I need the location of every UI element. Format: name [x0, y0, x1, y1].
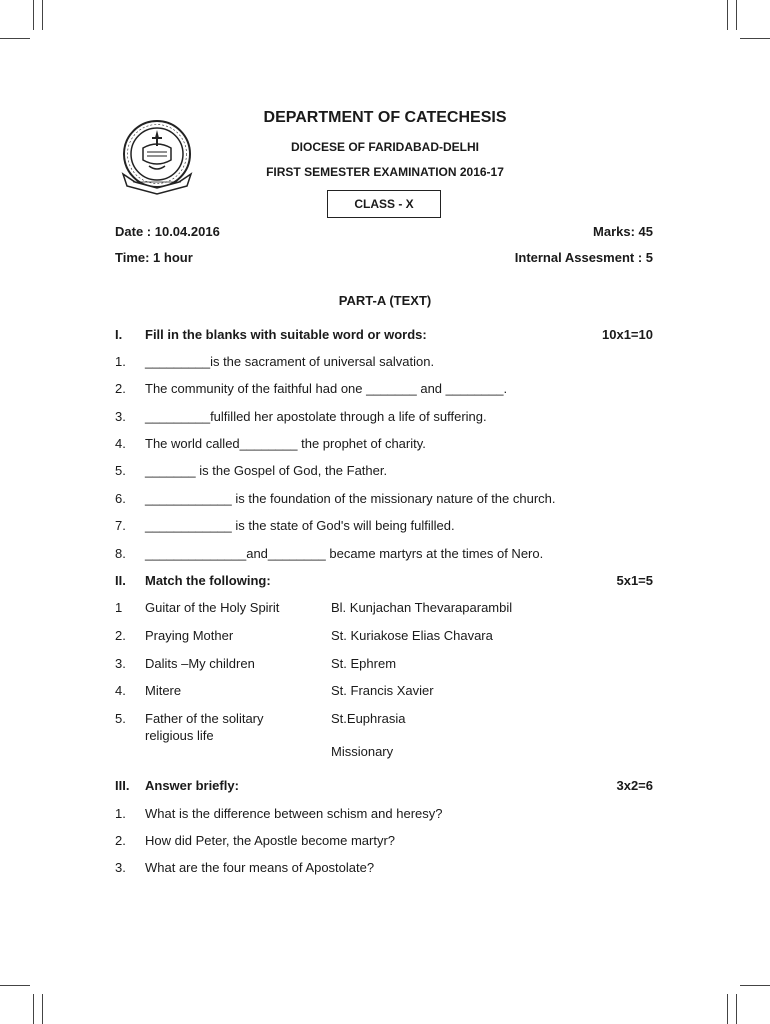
question-number: 1.: [115, 806, 126, 821]
section-heading: Answer briefly:: [145, 778, 239, 793]
question-number: 2.: [115, 381, 126, 396]
total-marks: Marks: 45: [593, 224, 653, 239]
crop-mark: [42, 994, 43, 1024]
crop-mark: [727, 0, 728, 30]
question-text: _________fulfilled her apostolate through a life of suffering.: [145, 409, 487, 424]
section-number: III.: [115, 778, 130, 793]
crop-mark: [727, 994, 728, 1024]
crop-mark: [0, 38, 30, 39]
match-number: 4.: [115, 683, 126, 698]
crop-mark: [740, 985, 770, 986]
question-number: 2.: [115, 833, 126, 848]
match-number: 5.: [115, 711, 126, 726]
section-marks: 3x2=6: [616, 778, 653, 793]
crop-mark: [740, 38, 770, 39]
question-text: What are the four means of Apostolate?: [145, 860, 375, 875]
section-number: II.: [115, 573, 126, 588]
section-marks: 10x1=10: [602, 327, 653, 342]
match-left-continued: religious life: [145, 728, 214, 743]
crop-mark: [33, 994, 34, 1024]
match-right: St. Ephrem: [331, 656, 397, 671]
match-left: Praying Mother: [145, 628, 234, 643]
question-number: 7.: [115, 518, 126, 533]
match-left: Mitere: [145, 683, 182, 698]
section-heading: Fill in the blanks with suitable word or words:: [145, 327, 427, 342]
exam-time: Time: 1 hour: [115, 250, 193, 265]
crop-mark: [0, 985, 30, 986]
question-text: ____________ is the state of God's will being fulfilled.: [145, 518, 455, 533]
diocese-name: DIOCESE OF FARIDABAD-DELHI: [290, 140, 479, 154]
question-number: 8.: [115, 546, 126, 561]
internal-assessment: Internal Assesment : 5: [514, 250, 653, 265]
question-text: _________is the sacrament of universal salvation.: [145, 354, 435, 369]
class-box: CLASS - X: [327, 190, 441, 218]
department-title: DEPARTMENT OF CATECHESIS: [263, 109, 507, 126]
question-text: The community of the faithful had one _______ and ________.: [145, 381, 508, 396]
match-left: Guitar of the Holy Spirit: [145, 600, 280, 615]
diocese-seal-icon: [115, 116, 199, 198]
match-left: Dalits –My children: [145, 656, 255, 671]
match-right: St. Kuriakose Elias Chavara: [331, 628, 493, 643]
crop-mark: [42, 0, 43, 30]
exam-date: Date : 10.04.2016: [115, 224, 220, 239]
part-heading: PART-A (TEXT): [338, 293, 432, 308]
question-text: How did Peter, the Apostle become martyr?: [145, 833, 396, 848]
question-number: 1.: [115, 354, 126, 369]
question-text: ______________and________ became martyrs at the times of Nero.: [145, 546, 544, 561]
match-right: St. Francis Xavier: [331, 683, 434, 698]
question-text: _______ is the Gospel of God, the Father.: [145, 463, 388, 478]
section-number: I.: [115, 327, 123, 342]
question-number: 3.: [115, 409, 126, 424]
section-heading: Match the following:: [145, 573, 271, 588]
question-text: ____________ is the foundation of the missionary nature of the church.: [145, 491, 556, 506]
question-number: 6.: [115, 491, 126, 506]
crop-mark: [736, 994, 737, 1024]
match-number: 1: [115, 600, 123, 615]
match-number: 3.: [115, 656, 126, 671]
question-text: What is the difference between schism and heresy?: [145, 806, 443, 821]
question-text: The world called________ the prophet of charity.: [145, 436, 426, 451]
match-right: Bl. Kunjachan Thevaraparambil: [331, 600, 513, 615]
exam-title: FIRST SEMESTER EXAMINATION 2016-17: [266, 165, 504, 179]
crop-mark: [33, 0, 34, 30]
crop-mark: [736, 0, 737, 30]
question-number: 5.: [115, 463, 126, 478]
match-number: 2.: [115, 628, 126, 643]
question-number: 4.: [115, 436, 126, 451]
question-number: 3.: [115, 860, 126, 875]
match-right-extra: Missionary: [331, 744, 394, 759]
match-right: St.Euphrasia: [331, 711, 406, 726]
section-marks: 5x1=5: [616, 573, 653, 588]
match-left: Father of the solitary: [145, 711, 264, 726]
